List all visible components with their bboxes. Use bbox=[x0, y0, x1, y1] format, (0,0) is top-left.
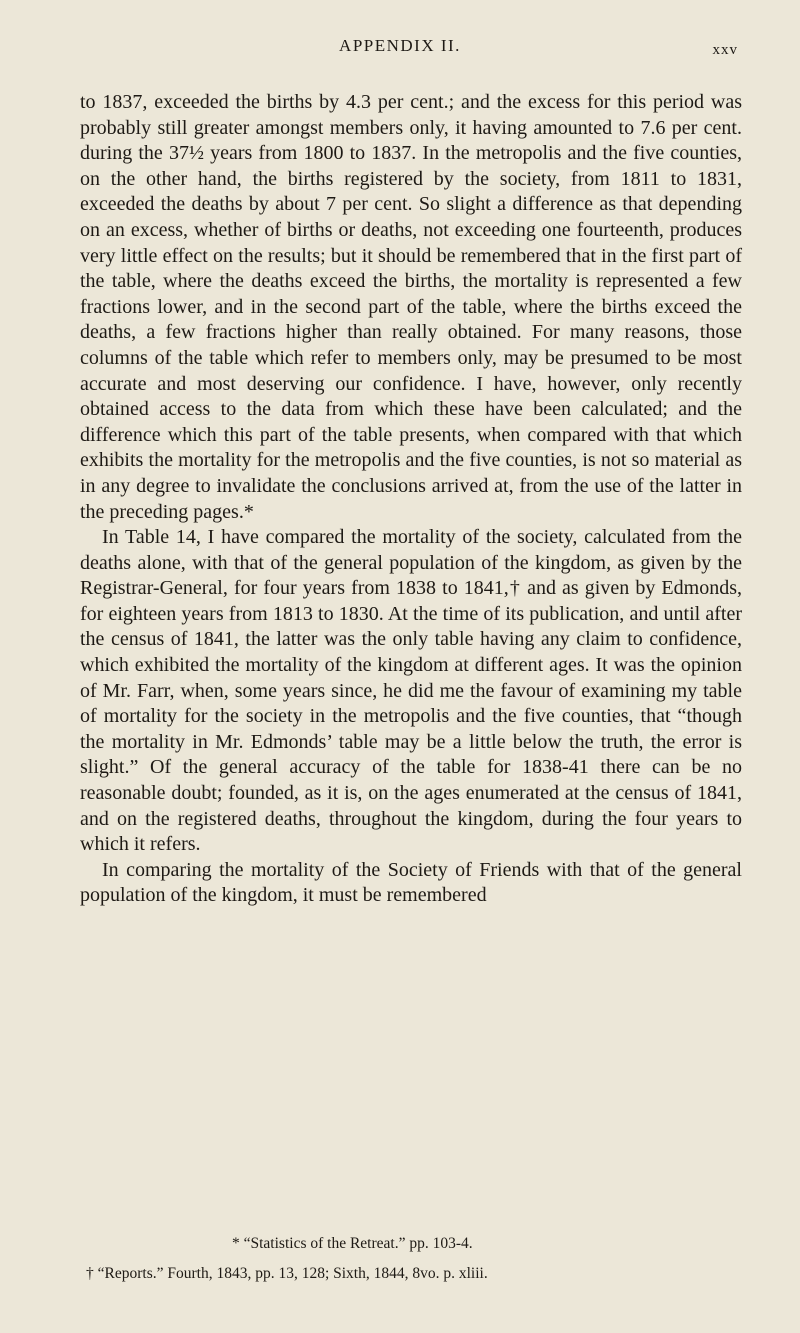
paragraph-2: In Table 14, I have compared the mortality of the society, calculated from the deaths alone, with that of the general population of the kingdom, as given by the Registrar-General, for four years from 1838 to 1841,† and as given by Edmonds, for eighteen years from 1813 to 1830. At the time of its publication, and until after the census of 1841, the latter was the only table having any claim to confidence, which exhibited the mortality of the kingdom at different ages. It was the opinion of Mr. Farr, when, some years since, he did me the favour of examining my table of mortality for the society in the metropolis and the five counties, that “though the mortality in Mr. Edmonds’ table may be a little below the truth, the error is slight.” Of the general accuracy of the table for 1838-41 there can be no reasonable doubt; founded, as it is, on the ages enumerated at the census of 1841, and on the registered deaths, throughout the kingdom, during the four years to which it refers. bbox=[80, 526, 742, 856]
footnote-2: † “Reports.” Fourth, 1843, pp. 13, 128; Sixth, 1844, 8vo. p. xliii. bbox=[86, 1265, 488, 1282]
paragraph-1: to 1837, exceeded the births by 4.3 per cent.; and the excess for this period was probably still greater amongst members only, it having amounted to 7.6 per cent. during the 37½ years from 1800 to 1837. In the metropolis and the five counties, on the other hand, the births registered by the society, from 1811 to 1831, exceeded the deaths by about 7 per cent. So slight a difference as that depending on an excess, whether of births or deaths, not exceeding one fourteenth, produces very little effect on the results; but it should be remembered that in the first part of the table, where the deaths exceed the births, the mortality is represented a few fractions lower, and in the second part of the table, where the births exceed the deaths, a few fractions higher than really obtained. For many reasons, those columns of the table which refer to members only, may be presumed to be most accurate and most deserving our confidence. I have, however, only recently obtained access to the data from which these have been calculated; and the difference which this part of the table presents, when compared with that which exhibits the mortality for the metropolis and the five counties, is not so material as in any degree to invalidate the conclusions arrived at, from the use of the latter in the preceding pages.* bbox=[80, 91, 742, 523]
footnote-1: * “Statistics of the Retreat.” pp. 103-4. bbox=[232, 1235, 473, 1252]
page-number: xxv bbox=[712, 42, 738, 58]
footnotes bbox=[80, 1229, 742, 1289]
paragraph-3: In comparing the mortality of the Society of Friends with that of the general population of the kingdom, it must be remembered bbox=[80, 858, 742, 907]
body-text bbox=[80, 90, 742, 909]
running-head bbox=[0, 36, 800, 60]
running-title: APPENDIX II. bbox=[339, 36, 461, 55]
